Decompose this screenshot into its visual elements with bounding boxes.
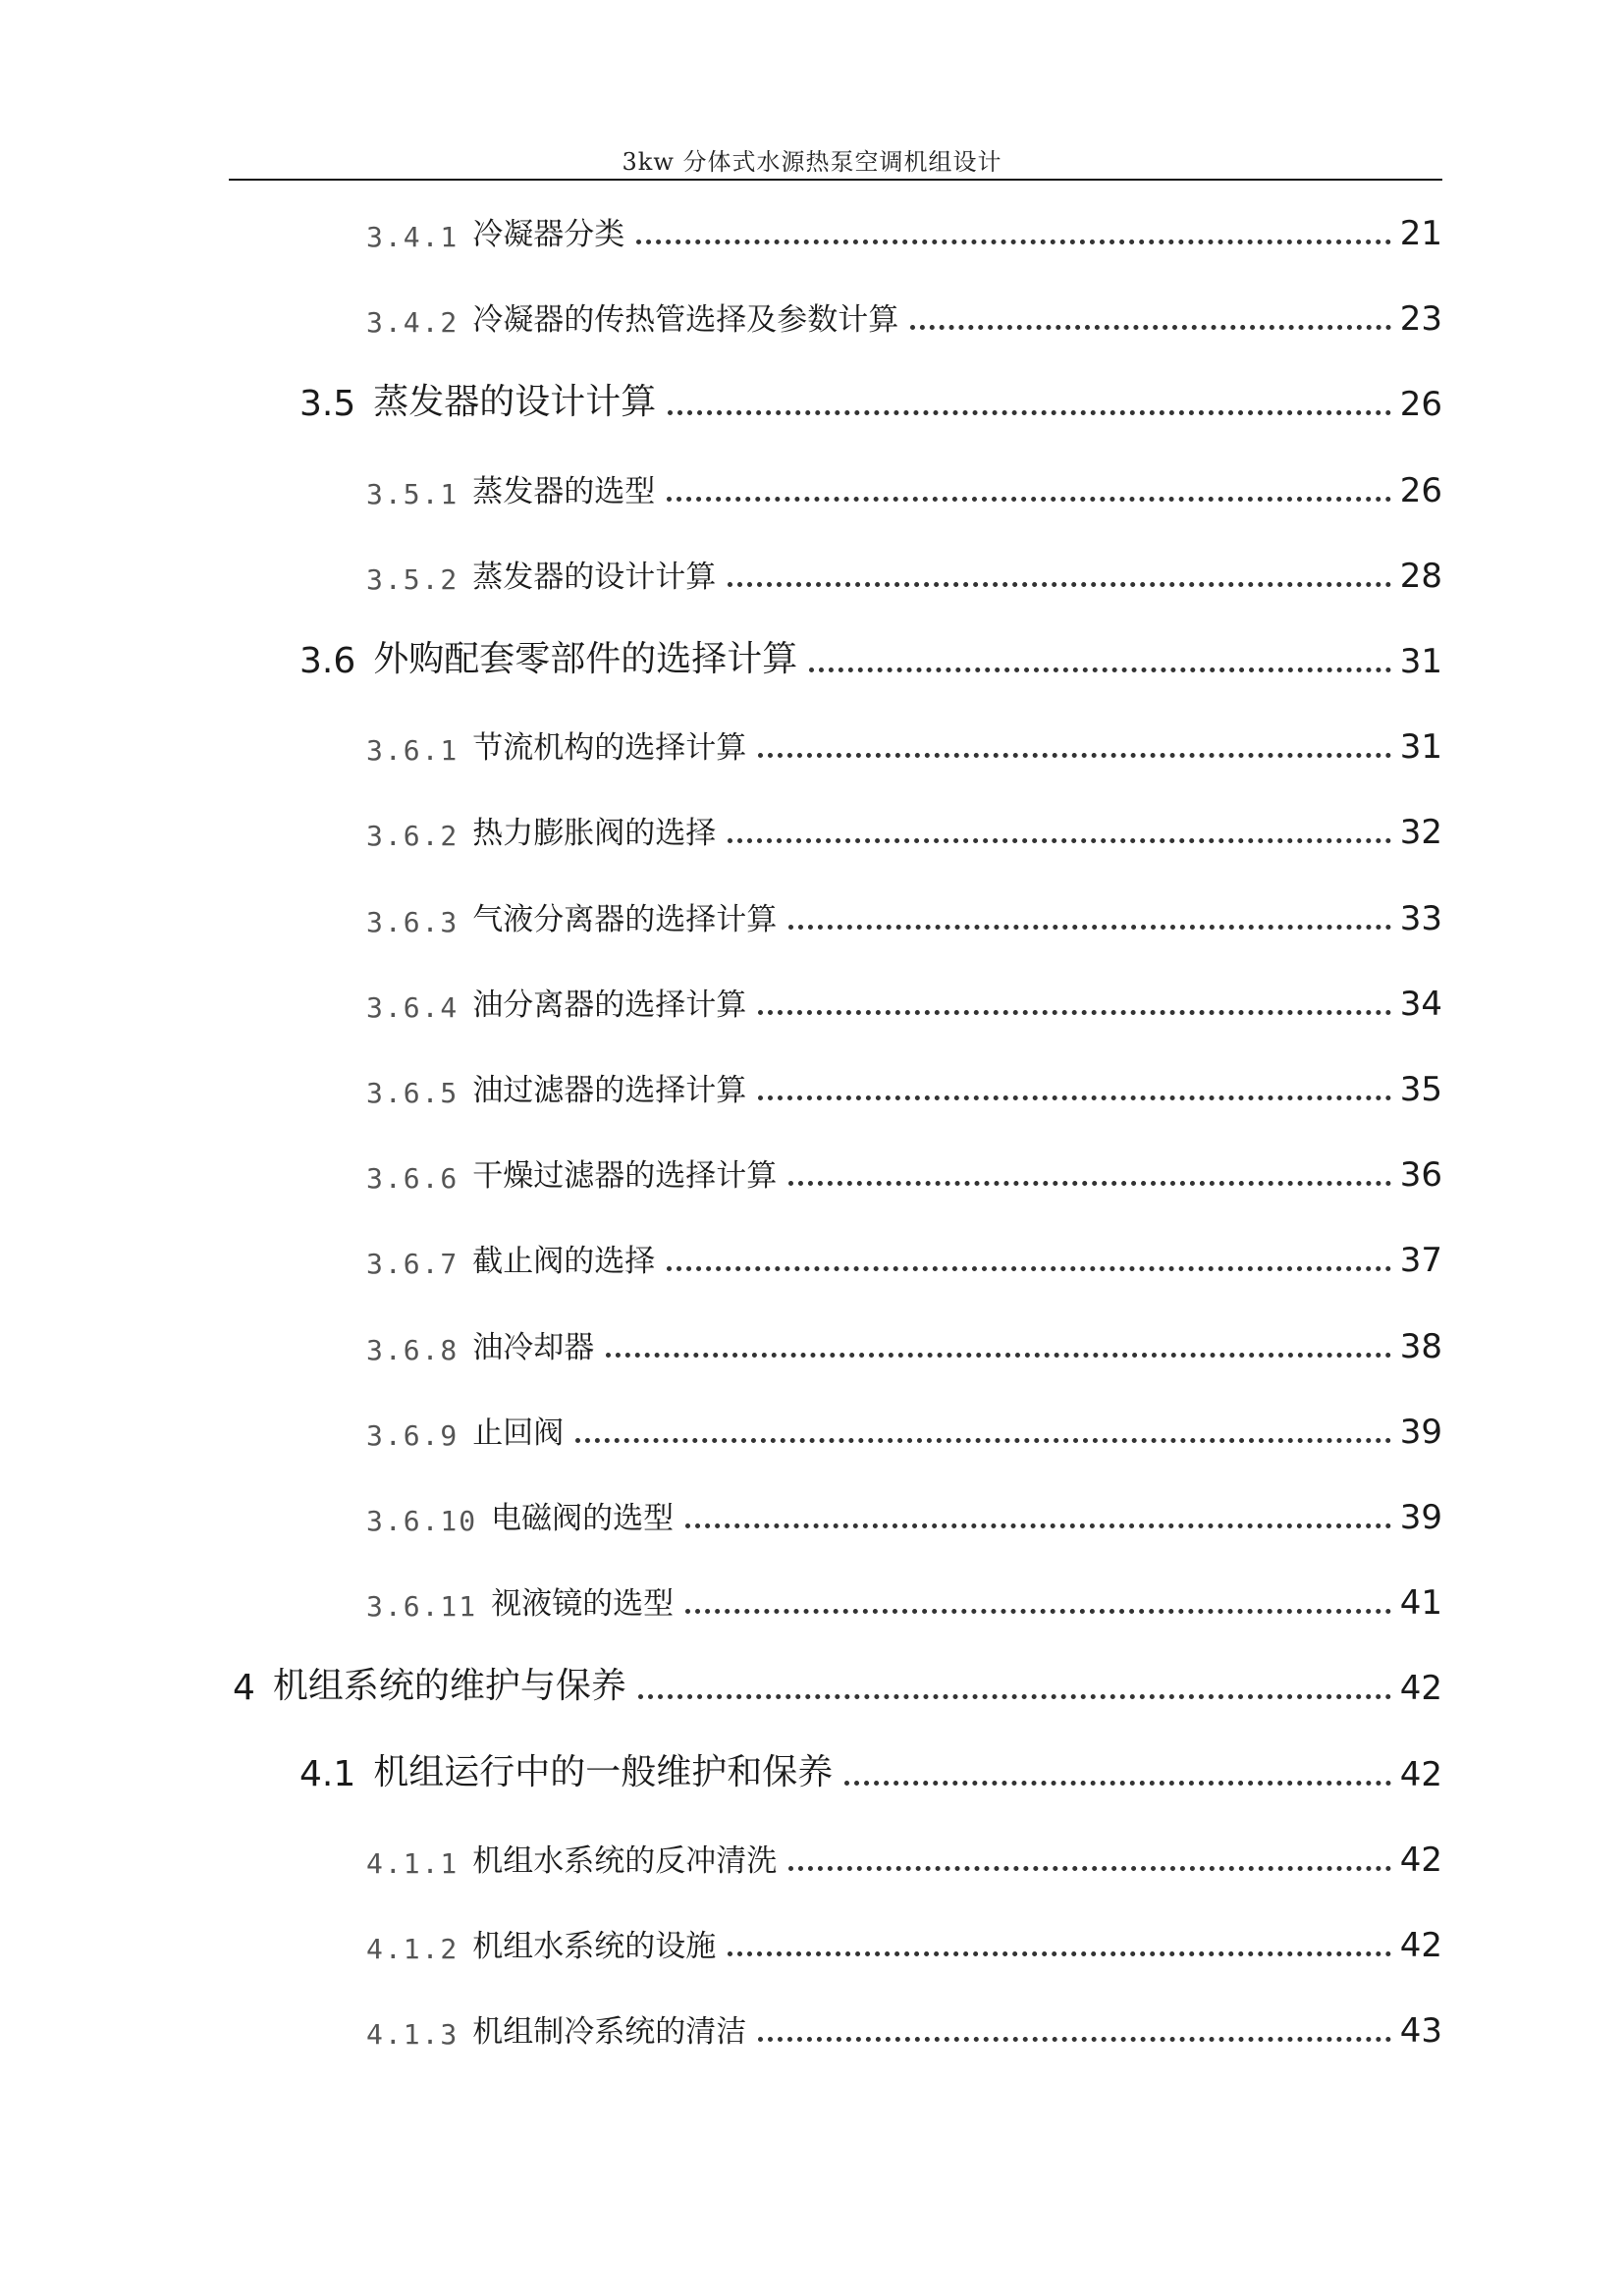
dot-leader xyxy=(809,667,1391,672)
toc-entry-title: 蒸发器的选型 xyxy=(472,474,656,509)
toc-entry-page-number: 23 xyxy=(1399,299,1442,339)
toc-entry-page-number: 31 xyxy=(1399,727,1442,767)
dot-leader xyxy=(844,1781,1391,1786)
dot-leader xyxy=(685,1523,1391,1528)
toc-entry[interactable] xyxy=(366,290,1442,339)
dot-leader xyxy=(606,1353,1391,1358)
toc-entry[interactable] xyxy=(366,889,1442,938)
toc-entry-number: 3.6 xyxy=(299,641,356,681)
toc-entry-number: 4.1.2 xyxy=(366,1933,460,1965)
dot-leader xyxy=(728,582,1391,587)
toc-entry-number: 3.6.6 xyxy=(366,1162,460,1195)
dot-leader xyxy=(728,838,1391,843)
dot-leader xyxy=(758,753,1391,758)
toc-entry-page-number: 28 xyxy=(1399,557,1442,596)
toc-entry-page-number: 39 xyxy=(1399,1413,1442,1452)
toc-entry-page-number: 33 xyxy=(1399,899,1442,938)
toc-entry-title: 视液镜的选型 xyxy=(491,1586,675,1622)
toc-entry-number: 3.6.1 xyxy=(366,734,460,767)
toc-entry-page-number: 42 xyxy=(1399,1841,1442,1880)
toc-entry-number: 3.6.11 xyxy=(366,1590,478,1623)
toc-entry-number: 3.4.1 xyxy=(366,221,460,253)
toc-entry[interactable] xyxy=(366,1831,1442,1880)
toc-entry-title: 油分离器的选择计算 xyxy=(472,988,747,1023)
toc-entry-number: 3.6.4 xyxy=(366,991,460,1024)
dot-leader xyxy=(668,410,1391,415)
toc-entry-page-number: 21 xyxy=(1399,214,1442,253)
toc-entry-page-number: 31 xyxy=(1399,642,1442,681)
toc-entry[interactable] xyxy=(366,1231,1442,1280)
toc-entry-title: 外购配套零部件的选择计算 xyxy=(373,639,798,679)
toc-entry-number: 4.1.1 xyxy=(366,1847,460,1880)
toc-entry-page-number: 42 xyxy=(1399,1669,1442,1708)
toc-entry[interactable] xyxy=(366,718,1442,767)
toc-entry-page-number: 39 xyxy=(1399,1498,1442,1537)
toc-entry[interactable] xyxy=(366,1403,1442,1452)
toc-entry-number: 4 xyxy=(233,1668,255,1708)
toc-entry[interactable] xyxy=(366,1488,1442,1537)
toc-entry-title: 机组水系统的设施 xyxy=(472,1929,717,1964)
toc-entry-title: 油过滤器的选择计算 xyxy=(472,1073,747,1108)
toc-entry-title: 蒸发器的设计计算 xyxy=(373,382,657,422)
dot-leader xyxy=(636,240,1391,244)
toc-entry[interactable] xyxy=(366,803,1442,852)
toc-entry-number: 3.6.7 xyxy=(366,1248,460,1280)
toc-entry-page-number: 26 xyxy=(1399,385,1442,424)
toc-entry-page-number: 42 xyxy=(1399,1926,1442,1965)
toc-entry-title: 机组水系统的反冲清洗 xyxy=(472,1843,778,1879)
toc-entry-number: 4.1.3 xyxy=(366,2018,460,2051)
toc-entry-page-number: 38 xyxy=(1399,1327,1442,1366)
toc-entry-number: 3.4.2 xyxy=(366,306,460,339)
toc-entry-number: 4.1 xyxy=(299,1754,356,1794)
toc-entry-page-number: 32 xyxy=(1399,813,1442,852)
dot-leader xyxy=(788,1866,1391,1871)
toc-entry[interactable] xyxy=(366,461,1442,510)
toc-entry-title: 冷凝器分类 xyxy=(472,217,625,252)
toc-entry-title: 油冷却器 xyxy=(472,1330,595,1365)
toc-entry-number: 3.6.5 xyxy=(366,1077,460,1109)
toc-entry-page-number: 34 xyxy=(1399,985,1442,1024)
toc-entry-number: 3.6.8 xyxy=(366,1334,460,1366)
toc-entry-title: 止回阀 xyxy=(472,1415,565,1451)
toc-entry-number: 3.5 xyxy=(299,384,356,424)
dot-leader xyxy=(910,325,1391,330)
toc-entry[interactable] xyxy=(299,632,1442,681)
toc-entry-page-number: 43 xyxy=(1399,2011,1442,2051)
running-header: 3kw 分体式水源热泵空调机组设计 xyxy=(622,148,1002,176)
toc-entry-number: 3.6.10 xyxy=(366,1505,478,1537)
toc-entry-number: 3.6.2 xyxy=(366,820,460,852)
dot-leader xyxy=(667,497,1391,502)
toc-entry[interactable] xyxy=(366,1060,1442,1109)
toc-entry-number: 3.6.9 xyxy=(366,1419,460,1452)
dot-leader xyxy=(758,1095,1391,1100)
dot-leader xyxy=(685,1609,1391,1614)
toc-entry-page-number: 35 xyxy=(1399,1070,1442,1109)
toc-entry[interactable] xyxy=(366,1146,1442,1195)
toc-entry[interactable] xyxy=(233,1659,1442,1708)
toc-entry-number: 3.6.3 xyxy=(366,906,460,938)
toc-entry-number: 3.5.2 xyxy=(366,563,460,596)
dot-leader xyxy=(638,1694,1391,1699)
toc-entry[interactable] xyxy=(366,1916,1442,1965)
toc-entry-number: 3.5.1 xyxy=(366,478,460,510)
toc-entry[interactable] xyxy=(366,204,1442,253)
toc-entry[interactable] xyxy=(366,975,1442,1024)
toc-entry-page-number: 36 xyxy=(1399,1155,1442,1195)
dot-leader xyxy=(788,1181,1391,1186)
toc-entry-page-number: 37 xyxy=(1399,1241,1442,1280)
toc-entry-title: 机组运行中的一般维护和保养 xyxy=(373,1752,834,1792)
toc-entry-title: 节流机构的选择计算 xyxy=(472,730,747,766)
toc-entry-page-number: 42 xyxy=(1399,1755,1442,1794)
toc-entry[interactable] xyxy=(366,547,1442,596)
toc-entry-title: 干燥过滤器的选择计算 xyxy=(472,1158,778,1194)
toc-entry-title: 冷凝器的传热管选择及参数计算 xyxy=(472,302,899,338)
toc-entry[interactable] xyxy=(366,2002,1442,2051)
header-rule xyxy=(229,179,1442,181)
toc-entry[interactable] xyxy=(299,375,1442,424)
dot-leader xyxy=(728,1951,1391,1956)
toc-entry[interactable] xyxy=(366,1574,1442,1623)
dot-leader xyxy=(788,925,1391,930)
toc-entry-title: 电磁阀的选型 xyxy=(491,1501,675,1536)
toc-entry[interactable] xyxy=(299,1745,1442,1794)
dot-leader xyxy=(758,1010,1391,1015)
toc-entry-title: 蒸发器的设计计算 xyxy=(472,560,717,595)
dot-leader xyxy=(758,2037,1391,2042)
toc-entry-page-number: 41 xyxy=(1399,1583,1442,1623)
toc-entry-title: 截止阀的选择 xyxy=(472,1244,656,1279)
toc-entry[interactable] xyxy=(366,1317,1442,1366)
dot-leader xyxy=(575,1438,1391,1443)
toc-entry-title: 气液分离器的选择计算 xyxy=(472,902,778,937)
toc-entry-title: 机组系统的维护与保养 xyxy=(272,1666,626,1706)
dot-leader xyxy=(667,1266,1391,1271)
toc-entry-title: 热力膨胀阀的选择 xyxy=(472,816,717,851)
toc-entry-title: 机组制冷系统的清洁 xyxy=(472,2014,747,2050)
toc-entry-page-number: 26 xyxy=(1399,471,1442,510)
